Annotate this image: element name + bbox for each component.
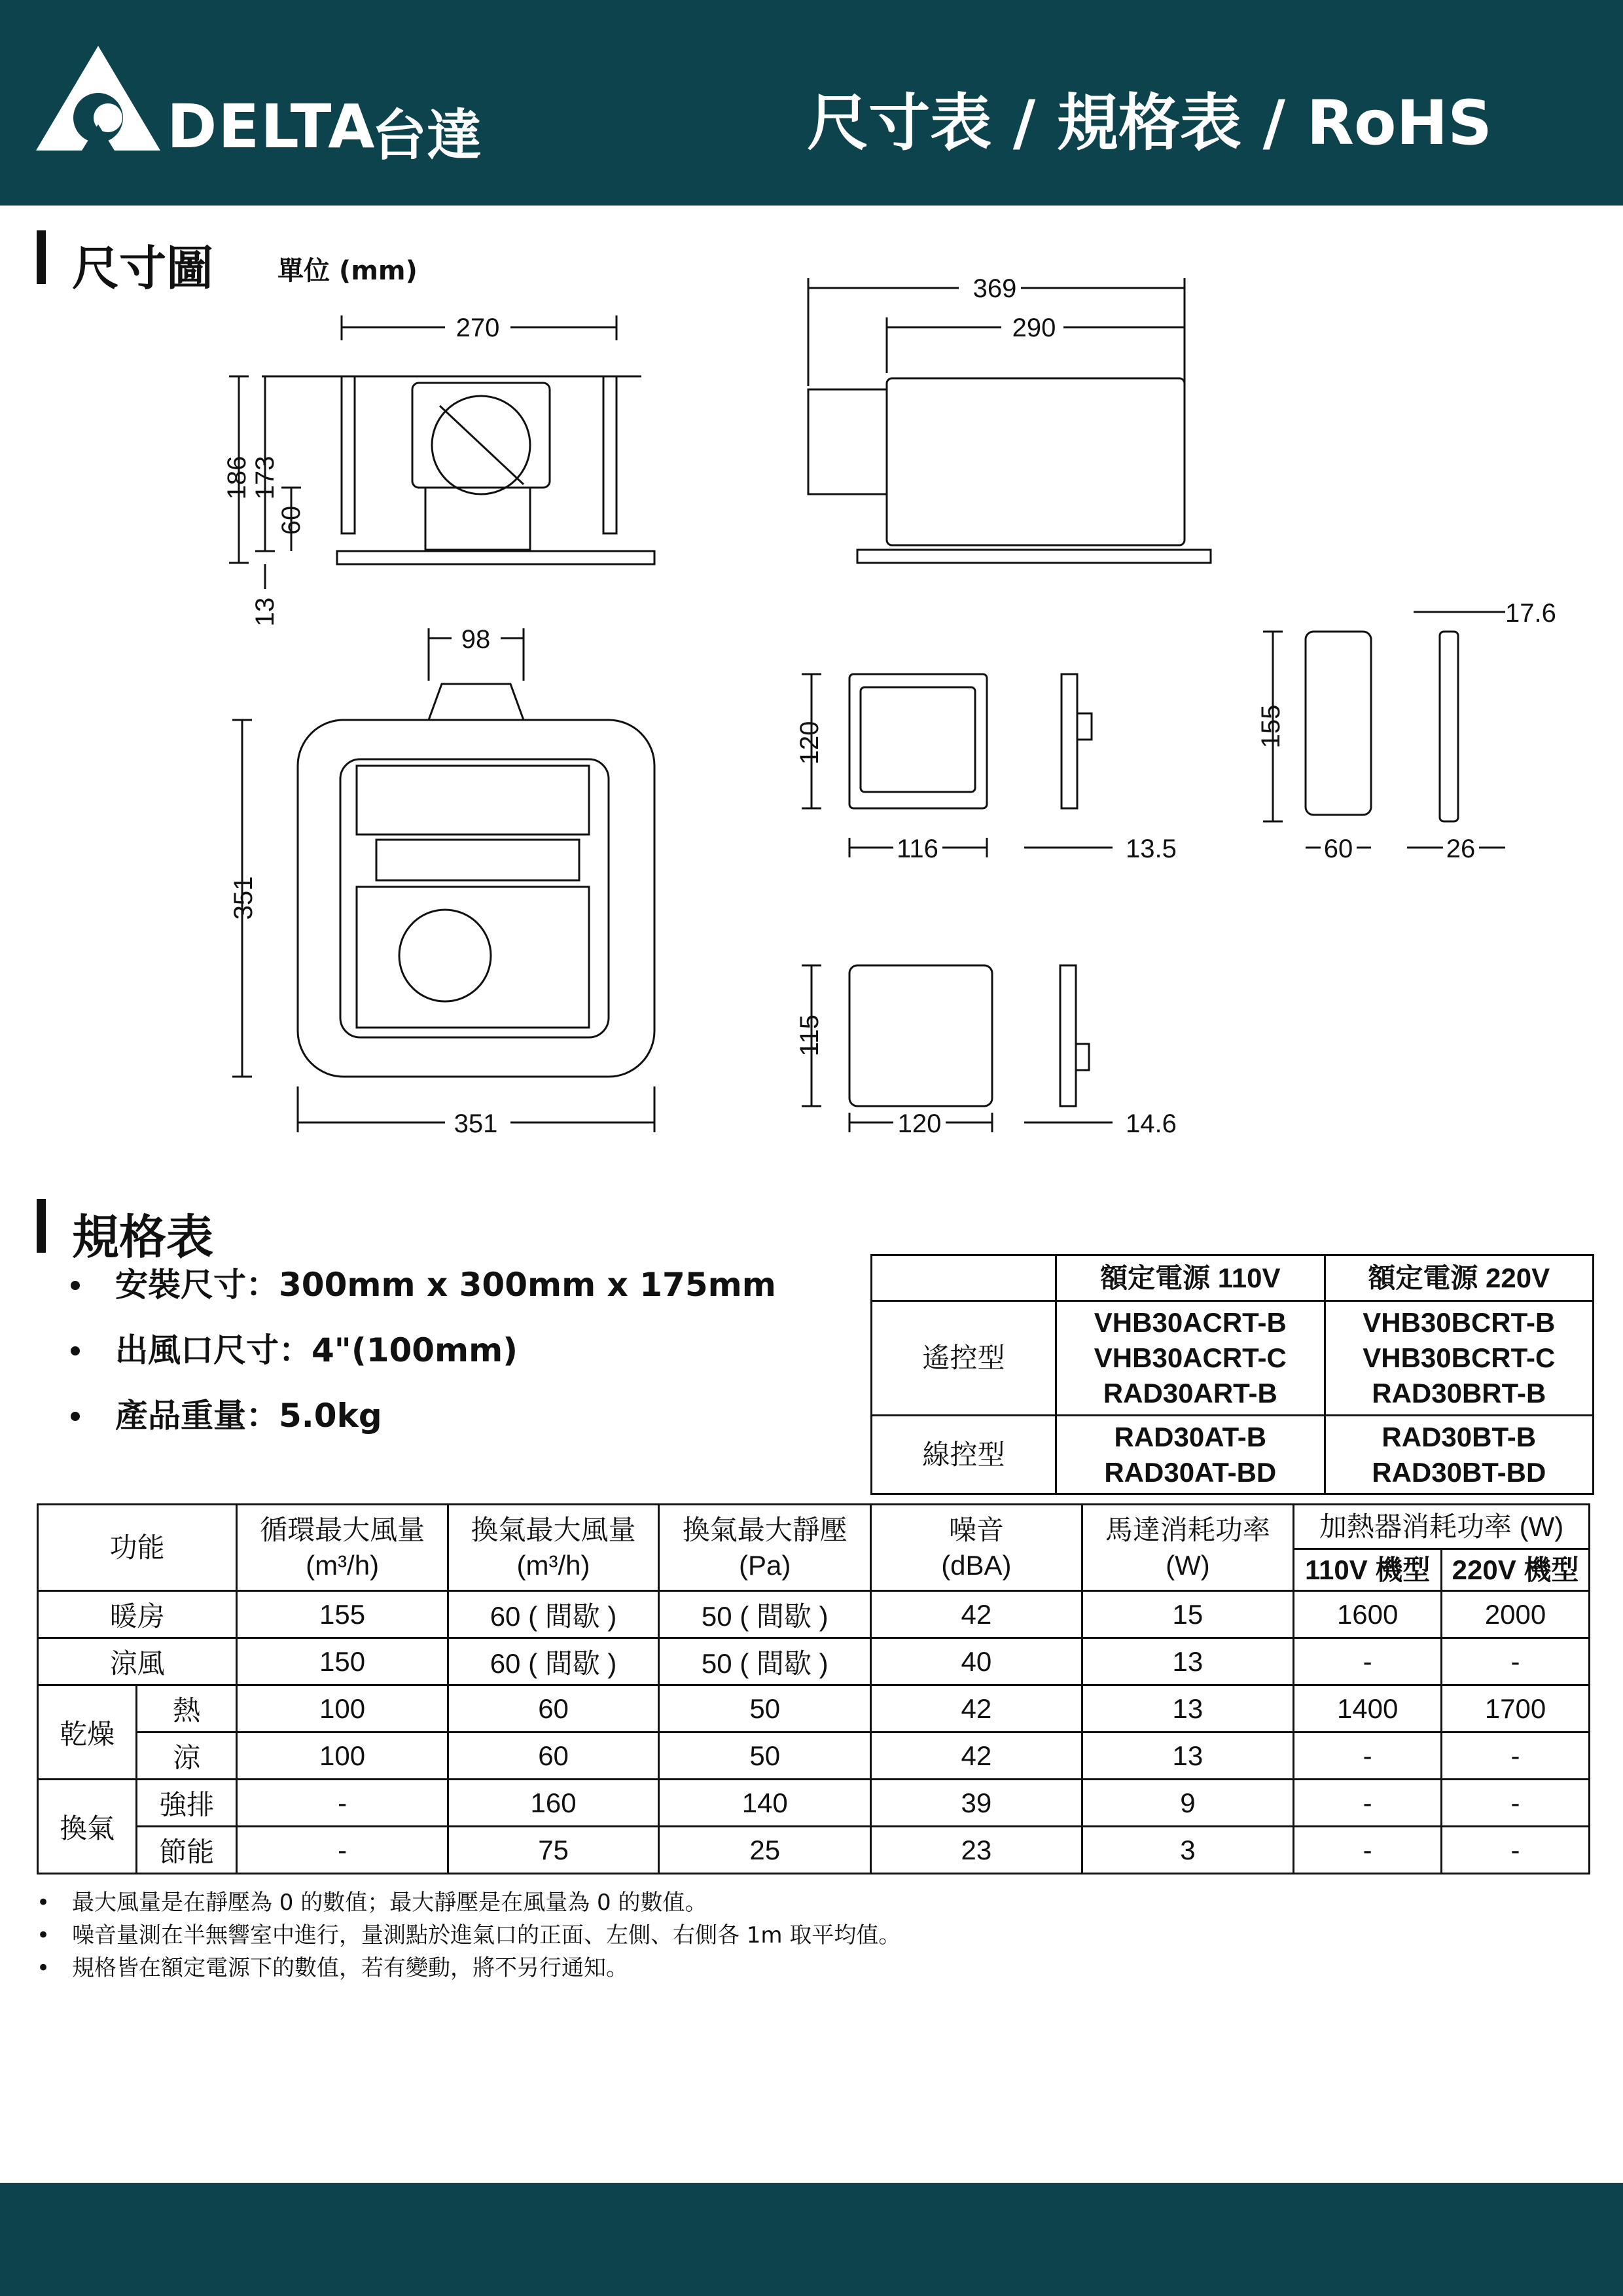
models-220-wired: RAD30BT-B RAD30BT-BD	[1325, 1416, 1593, 1494]
spec-title: 規格表	[72, 1210, 214, 1265]
dim-duct-width: 98	[461, 625, 491, 654]
group-vent: 換氣	[38, 1780, 137, 1874]
footnote: • 噪音量測在半無響室中進行，量測點於進氣口的正面、左側、右側各 1m 取平均值。	[37, 1919, 901, 1952]
dim-panel-width: 351	[454, 1109, 498, 1138]
wall-controller-2-view	[802, 965, 1113, 1132]
footnote: • 最大風量是在靜壓為 0 的數值；最大靜壓是在風量為 0 的數值。	[37, 1886, 901, 1919]
header-220v: 額定電源 220V	[1325, 1255, 1593, 1301]
dim-ctrl2-height: 115	[795, 1014, 824, 1056]
remote-controller-view	[1263, 612, 1505, 848]
wall-controller-1-view	[802, 674, 1113, 857]
brand-name: DELTA	[167, 92, 376, 162]
dim-ctrl2-width: 120	[897, 1109, 942, 1138]
group-dry: 乾燥	[38, 1685, 137, 1780]
dim-ctrl1-width: 116	[897, 834, 938, 863]
brand-name-cn: 台達	[372, 103, 482, 168]
header-function: 功能	[38, 1505, 237, 1591]
table-row: 節能 - 75 25 23 3 - -	[38, 1827, 1590, 1874]
section-marker	[37, 1199, 46, 1253]
page-title: 尺寸表 / 規格表 / RoHS	[807, 88, 1492, 159]
dim-remote-height: 155	[1257, 704, 1285, 749]
spec-table	[37, 1503, 1590, 1874]
table-row: 涼風 150 60 ( 間歇 ) 50 ( 間歇 ) 40 13 - -	[38, 1638, 1590, 1685]
dim-remote-depth: 26	[1446, 834, 1476, 863]
unit-front-view	[229, 315, 654, 589]
table-row: 換氣 強排 - 160 140 39 9 - -	[38, 1780, 1590, 1827]
row-type-remote: 遙控型	[872, 1301, 1056, 1416]
header-heater-110: 110V 機型	[1294, 1549, 1442, 1591]
dim-height-panel: 13	[251, 597, 279, 627]
dim-panel-height: 351	[229, 876, 258, 920]
models-110-remote: VHB30ACRT-B VHB30ACRT-C RAD30ART-B	[1056, 1301, 1325, 1416]
table-row: 乾燥 熱 100 60 50 42 13 1400 1700	[38, 1685, 1590, 1732]
dim-side-total: 369	[972, 274, 1017, 303]
dim-height-duct: 60	[277, 505, 306, 535]
dim-remote-width: 60	[1323, 834, 1353, 863]
footnotes	[37, 1886, 901, 1984]
dimensions-title: 尺寸圖	[72, 241, 214, 296]
page-footer	[0, 2183, 1623, 2296]
dim-remote-side: 17.6	[1505, 599, 1556, 628]
dim-side-body: 290	[1012, 314, 1056, 342]
header-noise: 噪音 (dBA)	[871, 1505, 1082, 1591]
header-motor-power: 馬達消耗功率 (W)	[1082, 1505, 1294, 1591]
dim-ctrl1-depth: 13.5	[1126, 834, 1177, 863]
unit-label: 單位 (mm)	[277, 256, 418, 286]
header-circ-flow: 循環最大風量 (m³/h)	[237, 1505, 448, 1591]
model-table	[870, 1254, 1594, 1495]
header-vent-flow: 換氣最大風量 (m³/h)	[448, 1505, 658, 1591]
dim-ctrl1-height: 120	[795, 721, 824, 765]
dim-ctrl2-depth: 14.6	[1126, 1109, 1177, 1138]
header-110v: 額定電源 110V	[1056, 1255, 1325, 1301]
unit-panel-view	[232, 628, 654, 1132]
models-110-wired: RAD30AT-B RAD30AT-BD	[1056, 1416, 1325, 1494]
footnote: • 規格皆在額定電源下的數值，若有變動，將不另行通知。	[37, 1952, 901, 1984]
dim-height-body: 173	[251, 456, 279, 500]
dim-height-total: 186	[223, 456, 251, 500]
models-220-remote: VHB30BCRT-B VHB30BCRT-C RAD30BRT-B	[1325, 1301, 1593, 1416]
header-vent-pressure: 換氣最大靜壓 (Pa)	[659, 1505, 871, 1591]
table-row: 涼 100 60 50 42 13 - -	[38, 1732, 1590, 1780]
row-type-wired: 線控型	[872, 1416, 1056, 1494]
dim-top-width: 270	[455, 314, 500, 342]
header-heater-220: 220V 機型	[1442, 1549, 1590, 1591]
header-heater-power: 加熱器消耗功率 (W)	[1294, 1505, 1590, 1549]
table-row: 暖房 155 60 ( 間歇 ) 50 ( 間歇 ) 42 15 1600 2000	[38, 1591, 1590, 1638]
